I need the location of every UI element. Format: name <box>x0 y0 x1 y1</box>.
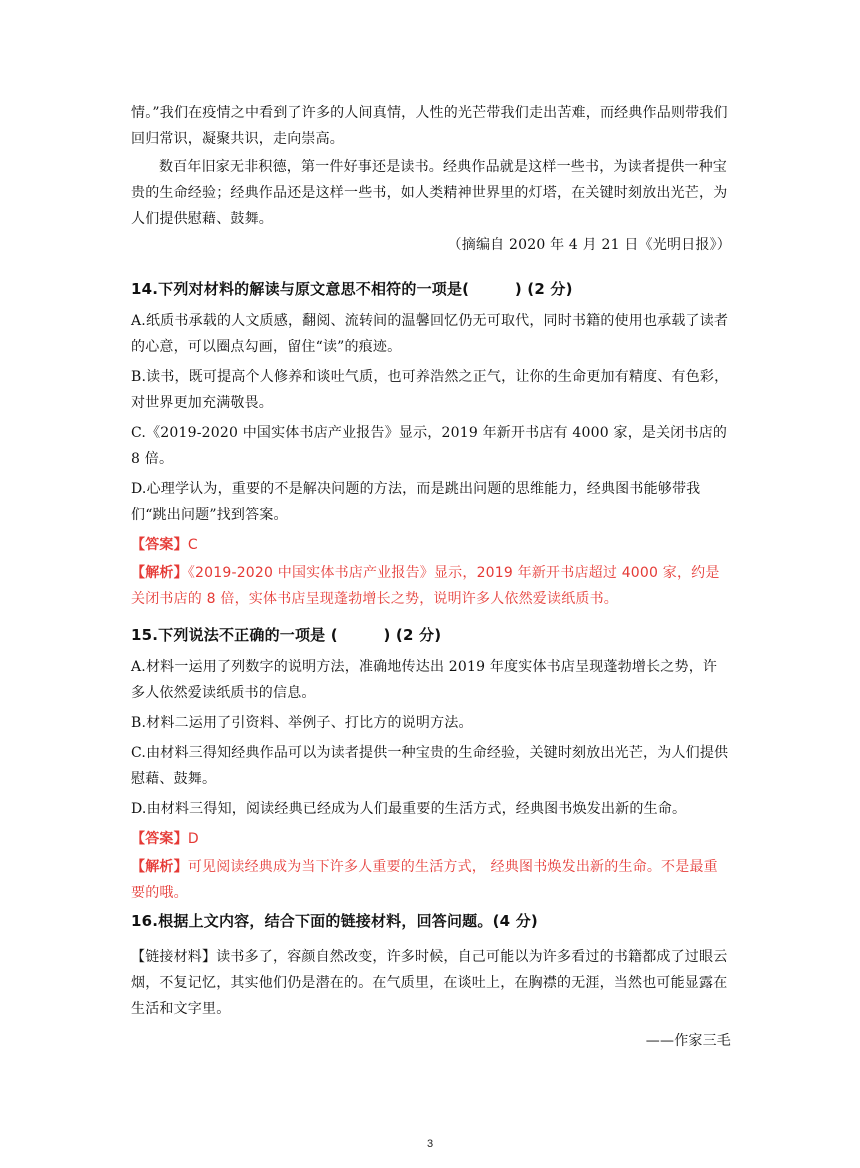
question-15-option-a: A.材料一运用了列数字的说明方法，准确地传达出 2019 年度实体书店呈现蓬勃增长之势，许多人依然爱读纸质书的信息。 <box>131 659 718 701</box>
question-16 <box>131 908 731 1054</box>
intro-section <box>131 100 731 258</box>
question-14-option-a: A.纸质书承载的人文质感，翻阅、流转间的温馨回忆仍无可取代，同时书籍的使用也承载了读者的心意，可以圈点勾画，留住“读”的痕迹。 <box>131 313 729 355</box>
question-16-title: 16.根据上文内容，结合下面的链接材料，回答问题。(4 分) <box>131 912 538 930</box>
question-15-title: 15.下列说法不正确的一项是 ( ) (2 分) <box>131 626 442 644</box>
question-15-answer <box>131 826 731 852</box>
link-material <box>131 944 731 1022</box>
question-15-option-c: C.由材料三得知经典作品可以为读者提供一种宝贵的生命经验，关键时刻放出光芒，为人们提供慰藉、鼓舞。 <box>131 745 729 787</box>
question-15-option-b: B.材料二运用了引资料、举例子、打比方的说明方法。 <box>131 715 473 731</box>
answer-value: D <box>187 831 199 847</box>
question-15 <box>131 622 731 906</box>
question-15-analysis <box>131 854 731 906</box>
answer-tag: 【答案】 <box>131 537 188 553</box>
answer-value: C <box>187 537 198 553</box>
page-number: 3 <box>426 1138 434 1150</box>
intro-paragraph-1: 情。”我们在疫情之中看到了许多的人间真情，人性的光芒带我们走出苦难，而经典作品则带我们回归常识，凝聚共识，走向崇高。 <box>131 105 728 147</box>
link-material-tag: 【链接材料】 <box>131 949 217 965</box>
link-material-text: 读书多了，容颜自然改变，许多时候，自己可能以为许多看过的书籍都成了过眼云烟，不复记忆，其实他们仍是潜在的。在气质里，在谈吐上，在胸襟的无涯，当然也可能显露在生活和文字里。 <box>131 949 728 1017</box>
analysis-tag: 【解析】 <box>131 565 188 581</box>
analysis-text: 《2019-2020 中国实体书店产业报告》显示，2019 年新开书店超过 4000 家，约是关闭书店的 8 倍，实体书店呈现蓬勃增长之势，说明许多人依然爱读纸质书。 <box>131 565 720 607</box>
question-14 <box>131 276 731 612</box>
analysis-text: 可见阅读经典成为当下许多人重要的生活方式， 经典图书焕发出新的生命。不是最重要的哦。 <box>131 859 718 901</box>
answer-tag: 【答案】 <box>131 831 188 847</box>
question-14-option-d: D.心理学认为，重要的不是解决问题的方法，而是跳出问题的思维能力，经典图书能够带我们“跳出问题”找到答案。 <box>131 481 701 523</box>
link-material-signature: ——作家三毛 <box>645 1033 731 1049</box>
question-15-option-d: D.由材料三得知，阅读经典已经成为人们最重要的生活方式，经典图书焕发出新的生命。 <box>131 801 687 817</box>
question-14-title: 14.下列对材料的解读与原文意思不相符的一项是( ) (2 分) <box>131 280 573 298</box>
intro-paragraph-2: 数百年旧家无非积德，第一件好事还是读书。经典作品就是这样一些书，为读者提供一种宝贵的生命经验；经典作品还是这样一些书，如人类精神世界里的灯塔，在关键时刻放出光芒，为人们提供慰藉、鼓舞。 <box>131 159 728 227</box>
question-14-analysis <box>131 560 731 612</box>
analysis-tag: 【解析】 <box>131 859 188 875</box>
question-14-option-b: B.读书，既可提高个人修养和谈吐气质，也可养浩然之正气，让你的生命更加有精度、有色彩，对世界更加充满敬畏。 <box>131 369 729 411</box>
source-citation: （摘编自 2020 年 4 月 21 日《光明日报》） <box>447 237 731 253</box>
question-14-option-c: C.《2019-2020 中国实体书店产业报告》显示，2019 年新开书店有 4000 家，是关闭书店的 8 倍。 <box>131 425 728 467</box>
question-14-answer <box>131 532 731 558</box>
